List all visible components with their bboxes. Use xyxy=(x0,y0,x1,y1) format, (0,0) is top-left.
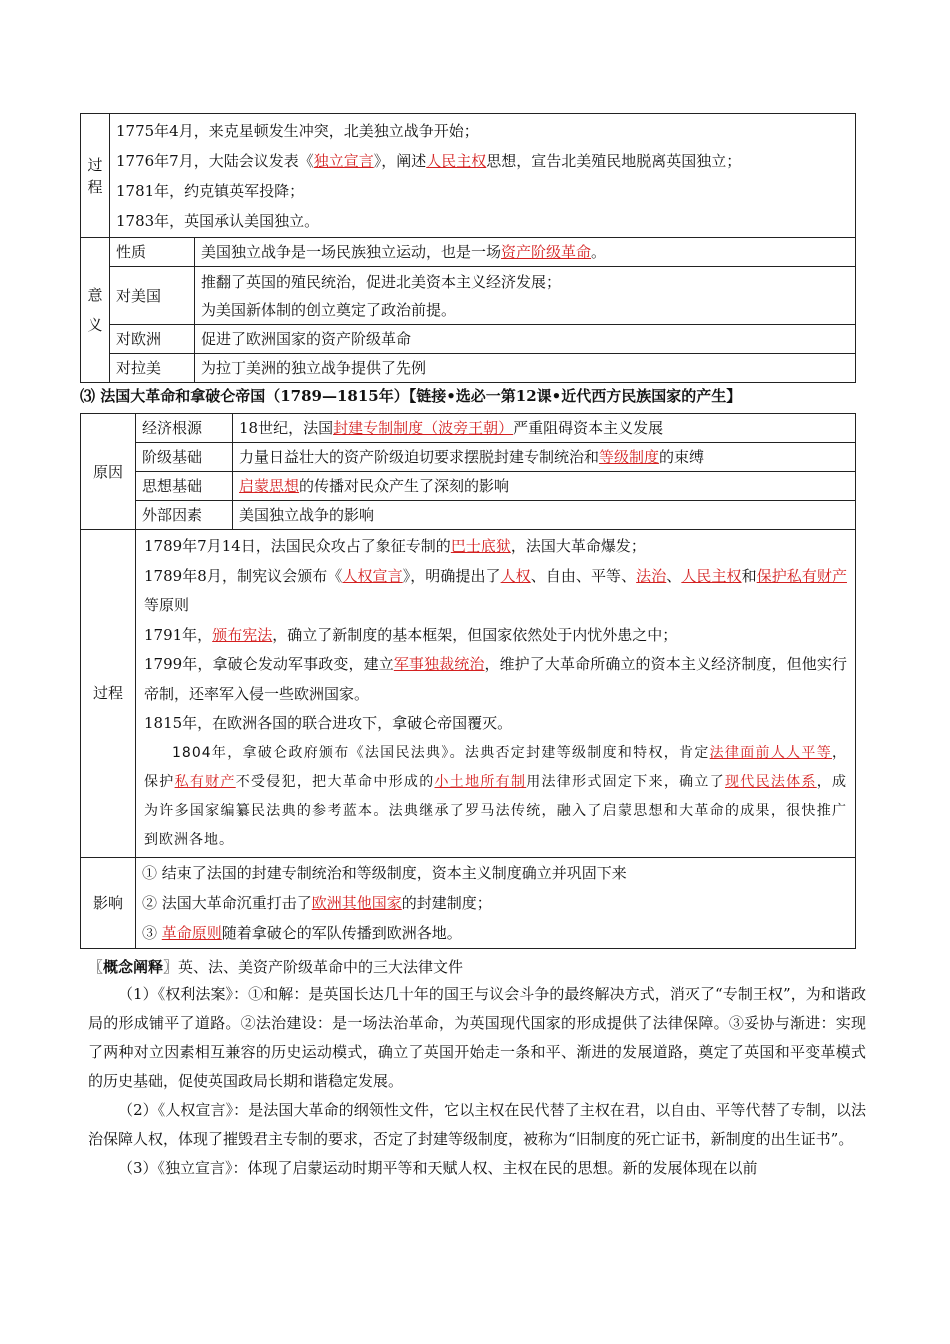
cause-label: 原因 xyxy=(81,414,136,530)
key-term: 法律面前人人平等 xyxy=(709,744,832,761)
key-term: 等级制度 xyxy=(599,448,660,466)
us-process-line: 1775年4月，来克星顿发生冲突，北美独立战争开始； xyxy=(116,121,479,140)
us-independence-table xyxy=(80,113,856,383)
key-term: 小土地所有制 xyxy=(434,773,527,790)
civil-code-paragraph: 1804年，拿破仑政府颁布《法国民法典》。法典否定封建等级制度和特权，肯定法律面前人人平等，保护私有财产不受侵犯，把大革命中形成的小土地所有制用法律形式固定下来，确立了现代民法体系，成为许多国家编纂民法典的参考蓝本。法典继承了罗马法传统，融入了启蒙思想和大革命的成果，很快推广到欧洲各地。 xyxy=(144,744,848,848)
fr-process-label: 过程 xyxy=(81,530,136,858)
key-term: 颁布宪法 xyxy=(212,625,273,644)
key-term: 欧洲其他国家 xyxy=(311,893,402,912)
cause-row-label: 外部因素 xyxy=(136,501,233,530)
fr-process-cell xyxy=(136,530,856,858)
cause-row-content: 力量日益壮大的资产阶级迫切要求摆脱封建专制统治和等级制度的束缚 xyxy=(233,443,856,472)
impact-label: 影响 xyxy=(81,857,136,948)
key-term: 人权宣言 xyxy=(342,566,403,585)
key-term: 革命原则 xyxy=(161,923,222,942)
key-term: 军事独裁统治 xyxy=(393,655,485,673)
meaning-row-label: 性质 xyxy=(110,238,195,267)
impact-line: ② 法国大革命沉重打击了欧洲其他国家的封建制度； xyxy=(142,893,492,912)
fr-process-line: 1789年8月，制宪议会颁布《人权宣言》，明确提出了人权、自由、平等、法治、人民主权和保护私有财产等原则 xyxy=(144,566,847,614)
cause-row-label: 阶级基础 xyxy=(136,443,233,472)
key-term: 巴士底狱 xyxy=(450,537,511,555)
meaning-row-content: 美国独立战争是一场民族独立运动，也是一场资产阶级革命。 xyxy=(195,238,856,267)
key-term: 封建专制制度（波旁王朝） xyxy=(333,419,514,437)
notes-title: 〖概念阐释〗英、法、美资产阶级革命中的三大法律文件 xyxy=(88,958,464,976)
notes-paragraph: （1）《权利法案》：①和解：是英国长达几十年的国王与议会斗争的最终解决方式，消灭了“专制王权”，为和谐政局的形成铺平了道路。②法治建设：是一场法治革命，为英国现代国家的形成提供了法律保障。③妥协与渐进：实现了两种对立因素相互兼容的历史运动模式，确立了英国开始走一条和平、渐进的发展道路，奠定了英国和平变革模式的历史基础，促使英国政局长期和谐稳定发展。 xyxy=(88,985,866,1090)
meaning-label: 意 义 xyxy=(81,238,110,383)
key-term: 人权 xyxy=(500,566,531,585)
fr-process-line: 1799年，拿破仑发动军事政变，建立军事独裁统治，维护了大革命所确立的资本主义经济制度，但他实行帝制，还率军入侵一些欧洲国家。 xyxy=(144,655,847,703)
cause-row-label: 思想基础 xyxy=(136,472,233,501)
meaning-row-label: 对拉美 xyxy=(110,354,195,383)
cause-row-content: 美国独立战争的影响 xyxy=(233,501,856,530)
us-process-line: 1783年，英国承认美国独立。 xyxy=(116,211,320,230)
us-process-cell xyxy=(110,114,856,238)
concept-notes xyxy=(88,954,866,1183)
key-term: 启蒙思想 xyxy=(239,477,300,495)
key-term: 人民主权 xyxy=(681,566,742,585)
cause-row-content: 18世纪，法国封建专制制度（波旁王朝）严重阻碍资本主义发展 xyxy=(233,414,856,443)
french-revolution-table xyxy=(80,413,856,949)
key-term: 保护私有财产 xyxy=(756,566,847,585)
meaning-row-label: 对美国 xyxy=(110,267,195,325)
key-term: 资产阶级革命 xyxy=(501,243,592,261)
meaning-row-content: 促进了欧洲国家的资产阶级革命 xyxy=(195,325,856,354)
impact-cell xyxy=(136,857,856,948)
key-term: 法治 xyxy=(636,566,667,585)
notes-title-bold: 概念阐释 xyxy=(103,958,164,976)
us-process-line: 1781年，约克镇英军投降； xyxy=(116,181,305,200)
key-term: 人民主权 xyxy=(426,151,487,170)
fr-process-line: 1815年，在欧洲各国的联合进攻下，拿破仑帝国覆灭。 xyxy=(144,714,513,732)
section-heading: ⑶ 法国大革命和拿破仑帝国（1789—1815年）【链接•选必一第12课•近代西方民族国家的产生】 xyxy=(80,387,742,405)
meaning-row-content: 为拉丁美洲的独立战争提供了先例 xyxy=(195,354,856,383)
meaning-row-content: 推翻了英国的殖民统治，促进北美资本主义经济发展； 为美国新体制的创立奠定了政治前提。 xyxy=(195,267,856,325)
process-label: 过 程 xyxy=(81,114,110,238)
us-process-line: 1776年7月，大陆会议发表《独立宣言》，阐述人民主权思想，宣告北美殖民地脱离英国独立； xyxy=(116,151,742,170)
key-term: 私有财产 xyxy=(174,773,236,790)
impact-line: ③ 革命原则随着拿破仑的军队传播到欧洲各地。 xyxy=(142,923,462,942)
fr-process-line: 1791年，颁布宪法，确立了新制度的基本框架，但国家依然处于内忧外患之中； xyxy=(144,625,678,644)
meaning-row-label: 对欧洲 xyxy=(110,325,195,354)
cause-row-label: 经济根源 xyxy=(136,414,233,443)
key-term: 现代民法体系 xyxy=(725,773,817,790)
notes-paragraph: （2）《人权宣言》：是法国大革命的纲领性文件，它以主权在民代替了主权在君，以自由、平等代替了专制，以法治保障人权，体现了摧毁君主专制的要求，否定了封建等级制度，被称为“旧制度的死亡证书，新制度的出生证书”。 xyxy=(88,1101,866,1148)
impact-line: ① 结束了法国的封建专制统治和等级制度，资本主义制度确立并巩固下来 xyxy=(142,863,627,882)
cause-row-content: 启蒙思想的传播对民众产生了深刻的影响 xyxy=(233,472,856,501)
notes-paragraph: （3）《独立宣言》：体现了启蒙运动时期平等和天赋人权、主权在民的思想。新的发展体现在以前 xyxy=(118,1159,758,1177)
key-term: 独立宣言 xyxy=(313,151,374,170)
fr-process-line: 1789年7月14日，法国民众攻占了象征专制的巴士底狱，法国大革命爆发； xyxy=(144,537,646,555)
